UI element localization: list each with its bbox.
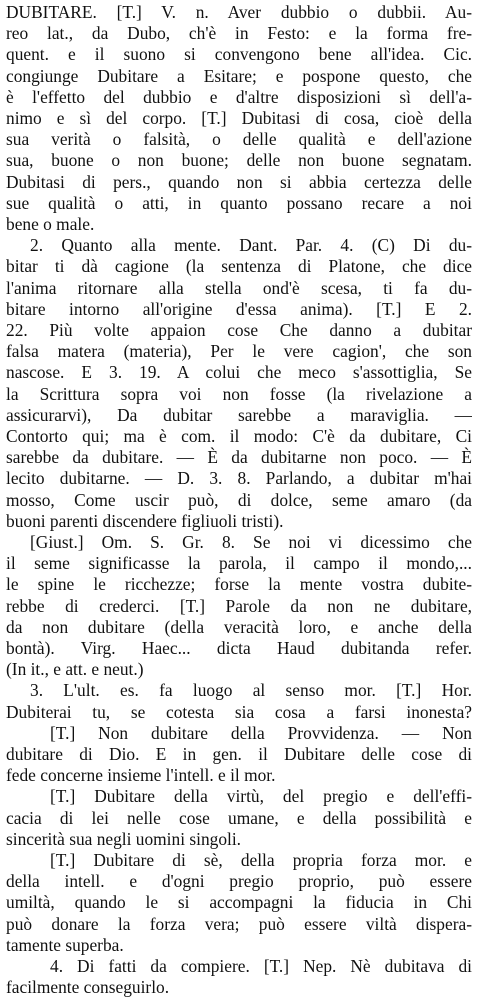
entry-line: tamente superba. [6,935,124,955]
entry-line: [T.] Dubitare della virtù, del pregio e dell'effi- [50,787,472,807]
entry-line: bitare intorno all'origine d'essa anima). [T.] E 2. [6,299,472,319]
entry-line: è l'effetto del dubbio e d'altre disposizioni sì dell'a- [6,87,472,107]
entry-line: 2. Quanto alla mente. Dant. Par. 4. (C) Di du- [30,236,472,256]
entry-line: nimo e sì del corpo. [T.] Dubitasi di cosa, cioè della [6,109,472,128]
entry-line: sua, buone o non buone; delle non buone segnatam. [6,151,472,171]
entry-line: facilmente conseguirlo. [6,978,170,998]
entry-line: dubitare di Dio. E in gen. il Dubitare delle cose di [6,745,472,764]
entry-line: (In it., e att. e neut.) [6,660,144,680]
entry-line: bontà). Virg. Haec... dicta Haud dubitanda refer. [6,639,472,658]
entry-line: congiunge Dubitare a Esitare; e pospone questo, che [6,66,472,86]
entry-line: Dubitasi di pers., quando non si abbia certezza delle [6,172,472,192]
entry-line: della intell. e d'ogni pregio proprio, può essere [6,872,472,892]
entry-line: DUBITARE. [T.] V. n. Aver dubbio o dubbii. Au- [6,3,472,22]
entry-line: da non dubitare (della veracità loro, e anche della [6,617,472,637]
entry-line: sua verità o falsità, o delle qualità e dell'azione [6,130,472,150]
entry-line: umiltà, quando le si accompagni la fiducia in Chi [6,893,472,913]
entry-line: Dubiterai tu, se cotesta sia cosa a farsi inonesta? [6,702,472,722]
entry-line: 3. L'ult. es. fa luogo al senso mor. [T.] Hor. [30,681,472,701]
entry-line: può donare la forza vera; può essere viltà dispera- [6,914,472,934]
entry-line: nascose. E 3. 19. A colui che meco s'assottiglia, Se [6,363,472,383]
entry-line: [T.] Non dubitare della Provvidenza. — Non [50,723,472,743]
entry-line: mosso, Come uscir può, di dolce, seme amaro (da [6,490,472,510]
entry-line: le spine le ricchezze; forse la mente vostra dubite- [6,575,472,595]
entry-line: il seme significasse la parola, il campo il mondo,... [6,554,472,574]
entry-line: Contorto qui; ma è com. il modo: C'è da dubitare, Ci [6,427,472,446]
entry-line: assicurarvi), Da dubitar sarebbe a maraviglia. — [6,405,472,425]
entry-line: [T.] Dubitare di sè, della propria forza mor. e [50,851,472,870]
entry-line: cacia di lei nelle cose umane, e della possibilità e [6,808,472,828]
entry-line: buoni parenti discendere figliuoli tristi). [6,511,284,531]
entry-line: [Giust.] Om. S. Gr. 8. Se noi vi dicessimo che [30,533,472,552]
entry-line: fede concerne insieme l'intell. e il mor. [6,766,276,786]
entry-line: falsa matera (materia), Per le vere cagion', che son [6,342,472,362]
entry-line: l'anima ritornare alla stella ond'è scesa, ti fa du- [6,278,472,298]
entry-line: rebbe di crederci. [T.] Parole da non ne dubitare, [6,596,472,616]
entry-line: la Scrittura sopra voi non fosse (la rivelazione a [6,384,472,404]
entry-line: 22. Più volte appaion cose Che danno a dubitar [6,321,472,340]
entry-line: bene o male. [6,215,95,234]
entry-line: sincerità sua negli uomini singoli. [6,829,242,849]
entry-line: sue qualità o atti, in quanto possano recare a noi [6,193,472,213]
entry-line: reo lat., da Dubo, ch'è in Festo: e la forma fre- [6,24,472,44]
entry-line: quent. e il suono si convengono bene all'idea. Cic. [6,45,472,65]
entry-line: 4. Di fatti da compiere. [T.] Nep. Nè dubitava di [50,957,472,976]
entry-line: sarebbe da dubitare. — È da dubitarne non poco. — È [6,448,472,468]
entry-line: lecito dubitarne. — D. 3. 8. Parlando, a dubitar m'hai [6,469,472,489]
entry-line: bitar ti dà cagione (la sentenza di Platone, che dice [6,257,472,277]
